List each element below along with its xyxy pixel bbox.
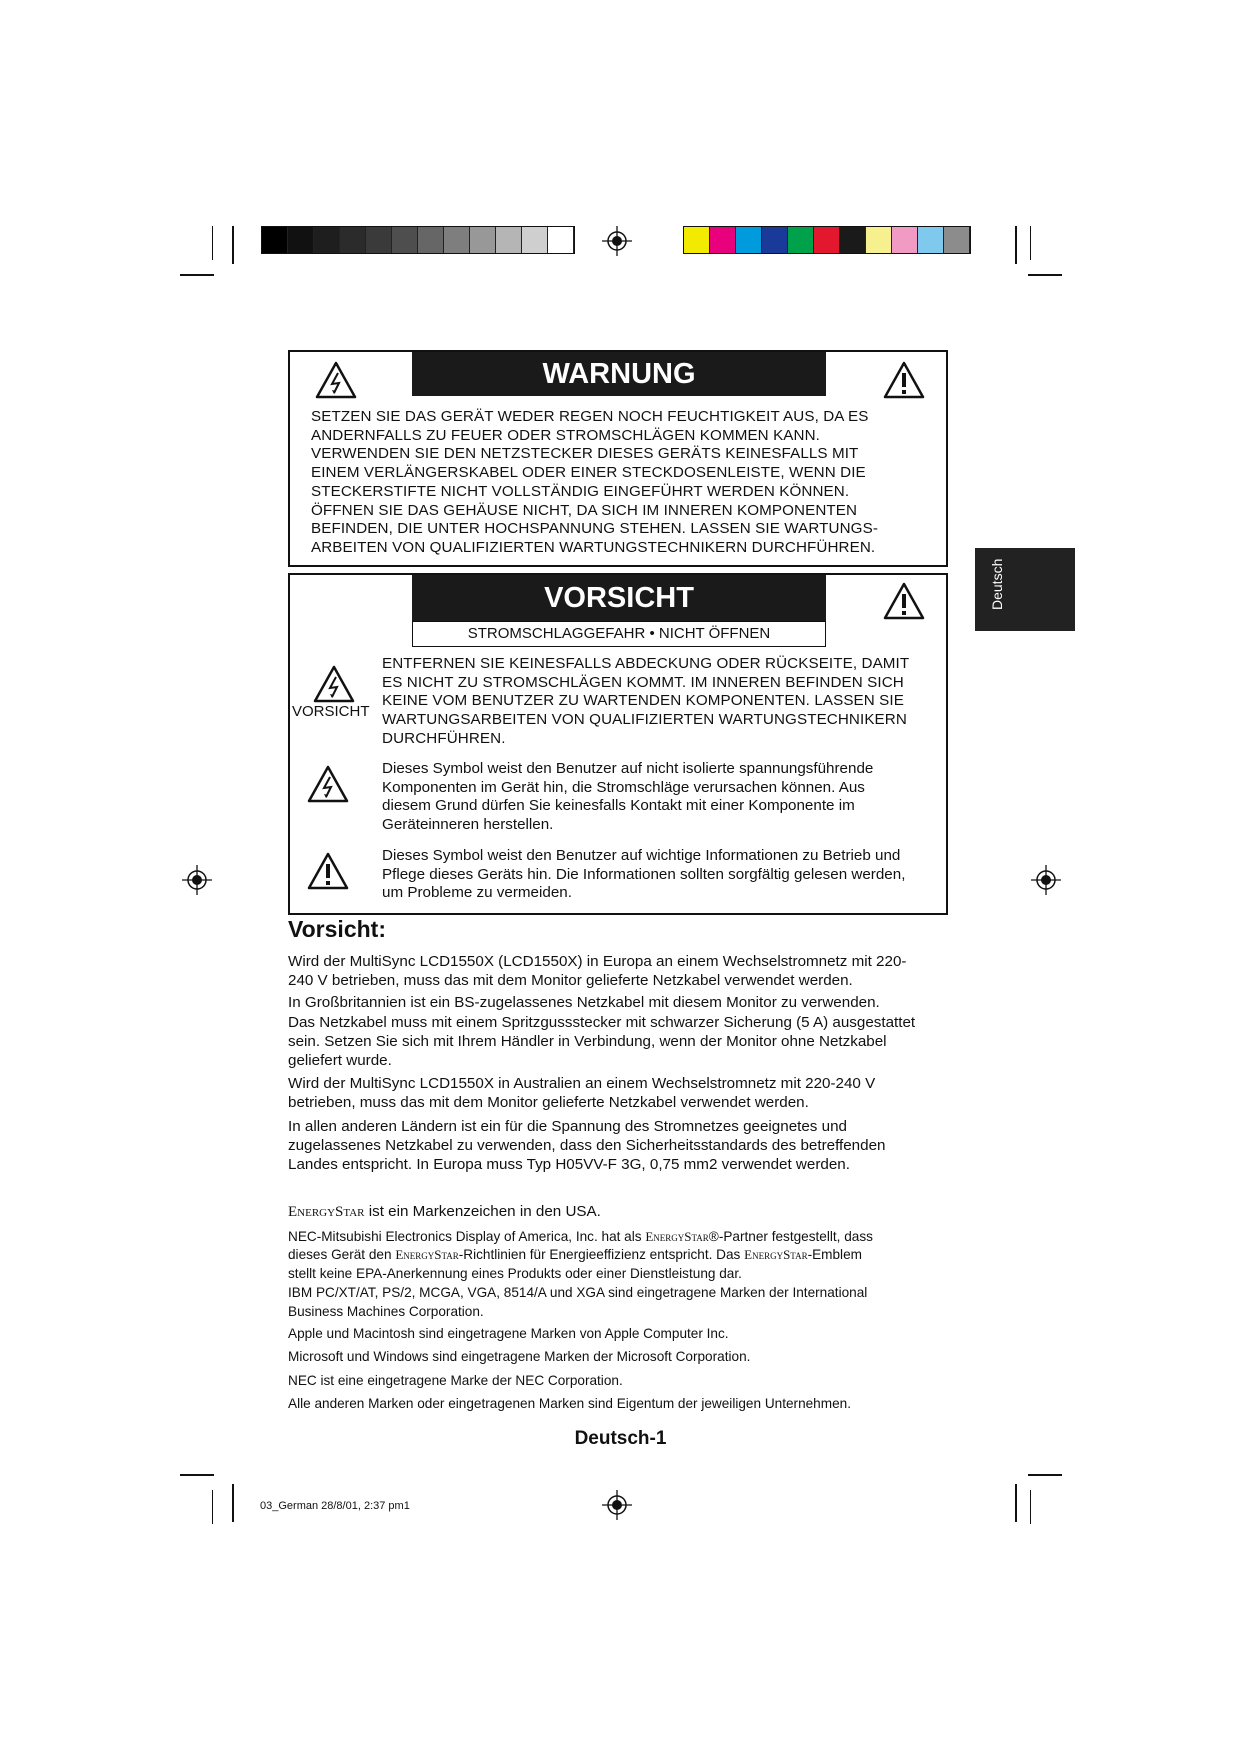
exclamation-warning-icon — [882, 581, 926, 621]
page-number: Deutsch-1 — [574, 1428, 667, 1449]
crop-mark — [1028, 274, 1062, 276]
crop-mark — [232, 1484, 234, 1522]
paragraph: Wird der MultiSync LCD1550X in Australien an einem Wechselstromnetz mit 220-240 V betrieben, muss das mit dem Monitor gelieferte Netzkabel verwendet werden. — [288, 1075, 876, 1112]
color-swatch — [684, 227, 710, 253]
crop-mark — [212, 1490, 213, 1524]
color-swatch — [522, 227, 548, 253]
color-swatch — [736, 227, 762, 253]
paragraph: Microsoft und Windows sind eingetragene Marken der Microsoft Corporation. — [288, 1349, 751, 1365]
caution-title-bar — [412, 575, 826, 621]
energy-star-line: EnergyStar ist ein Markenzeichen in den USA. — [288, 1203, 601, 1220]
caution-subtitle-box — [412, 621, 826, 647]
grayscale-calibration-bar — [261, 226, 575, 254]
color-swatch — [418, 227, 444, 253]
crop-mark — [1028, 1474, 1062, 1476]
exclamation-warning-icon — [882, 360, 926, 400]
caution-box — [288, 573, 948, 915]
paragraph: Apple und Macintosh sind eingetragene Marken von Apple Computer Inc. — [288, 1326, 729, 1342]
color-swatch — [866, 227, 892, 253]
color-swatch — [762, 227, 788, 253]
crop-mark — [1030, 1490, 1031, 1524]
color-swatch — [470, 227, 496, 253]
paragraph: NEC-Mitsubishi Electronics Display of America, Inc. hat als EnergyStar®-Partner festgestellt, dass dieses Gerät den EnergyStar-Richtlinien für Energieeffizienz entspricht. Das EnergyStar-Emblem stellt keine EPA-Anerkennung eines Produkts oder einer Dienstleistung dar. — [288, 1229, 873, 1281]
color-swatch — [392, 227, 418, 253]
paragraph: NEC ist eine eingetragene Marke der NEC Corporation. — [288, 1372, 623, 1388]
color-swatch — [314, 227, 340, 253]
crop-mark — [180, 274, 214, 276]
lightning-warning-icon — [306, 764, 350, 804]
trademark-notes — [288, 1228, 873, 1414]
color-swatch — [548, 227, 574, 253]
registration-mark-icon — [1031, 865, 1061, 895]
color-swatch — [710, 227, 736, 253]
paragraph: IBM PC/XT/AT, PS/2, MCGA, VGA, 8514/A und XGA sind eingetragene Marken der International Business Machines Corporation. — [288, 1285, 868, 1319]
crop-mark — [1030, 226, 1031, 260]
caution-text: ENTFERNEN SIE KEINESFALLS ABDECKUNG ODER RÜCKSEITE, DAMIT ES NICHT ZU STROMSCHLÄGEN KOMMT. IM INNEREN BEFINDEN SICH KEINE VOM BENUTZER ZU WARTENDEN KOMPONENTEN. LASSEN SIE WARTUNGSARBEITEN VON QUALIFIZIERTEN WARTUNGSTECHNIKERN DURCHFÜHREN. — [382, 655, 910, 747]
color-calibration-bar — [683, 226, 971, 254]
registration-mark-icon — [182, 865, 212, 895]
exclamation-symbol-description: Dieses Symbol weist den Benutzer auf wichtige Informationen zu Betrieb und Pflege dieses Geräts hin. Die Informationen sollten sorgfältig gelesen werden, um Probleme zu vermeiden. — [382, 847, 906, 901]
lightning-warning-icon — [312, 664, 356, 704]
caution-title: VORSICHT — [544, 582, 694, 614]
color-swatch — [444, 227, 470, 253]
color-swatch — [840, 227, 866, 253]
crop-mark — [1015, 226, 1017, 264]
color-swatch — [496, 227, 522, 253]
footer-slug: 03_German 28/8/01, 2:37 pm1 — [260, 1500, 410, 1512]
crop-mark — [212, 226, 213, 260]
color-swatch — [892, 227, 918, 253]
crop-mark — [232, 226, 234, 264]
caution-paragraphs — [288, 952, 915, 1174]
color-swatch — [788, 227, 814, 253]
crop-mark — [1015, 1484, 1017, 1522]
crop-mark — [180, 1474, 214, 1476]
warning-text: SETZEN SIE DAS GERÄT WEDER REGEN NOCH FEUCHTIGKEIT AUS, DA ES ANDERNFALLS ZU FEUER ODER STROMSCHLÄGEN KOMMEN KANN. VERWENDEN SIE DEN NETZSTECKER DIESES GERÄTS KEINESFALLS MIT EINEM VERLÄNGERSKABEL ODER EINER STECKDOSENLEISTE, WENN DIE STECKERSTIFTE NICHT VOLLSTÄNDIG EINGEFÜHRT WERDEN KÖNNEN. ÖFFNEN SIE DAS GEHÄUSE NICHT, DA SICH IM INNEREN KOMPONENTEN BEFINDEN, DIE UNTER HOCHSPANNUNG STEHEN. LASSEN SIE WARTUNGS- ARBEITEN VON QUALIFIZIERTEN WARTUNGSTECHNIKERN DURCHFÜHREN. — [311, 408, 878, 556]
section-heading: Vorsicht: — [288, 916, 386, 942]
warning-title-bar — [412, 352, 826, 396]
paragraph: Alle anderen Marken oder eingetragenen Marken sind Eigentum der jeweiligen Unternehmen. — [288, 1396, 851, 1412]
lightning-symbol-description: Dieses Symbol weist den Benutzer auf nicht isolierte spannungsführende Komponenten im Gerät hin, die Stromschläge verursachen können. Aus diesem Grund dürfen Sie keinesfalls Kontakt mit einer Komponente im Geräteinneren herstellen. — [382, 760, 874, 833]
lightning-warning-icon — [314, 360, 358, 400]
color-swatch — [340, 227, 366, 253]
paragraph: In Großbritannien ist ein BS-zugelassenes Netzkabel mit diesem Monitor zu verwenden. Das Netzkabel muss mit einem Spritzgussstecker mit schwarzer Sicherung (5 A) ausgestattet sein. Setzen Sie sich mit Ihrem Händler in Verbindung, wenn der Monitor ohne Netzkabel geliefert wurde. — [288, 994, 916, 1070]
color-swatch — [918, 227, 944, 253]
paragraph: In allen anderen Ländern ist ein für die Spannung des Stromnetzes geeignetes und zugelassenes Netzkabel zu verwenden, dass den Sicherheitsstandards des betreffenden Landes entspricht. In Europa muss Typ H05VV-F 3G, 0,75 mm2 verwendet werden. — [288, 1117, 886, 1174]
caution-symbol-label: VORSICHT — [292, 703, 370, 720]
color-swatch — [366, 227, 392, 253]
caution-subtitle: STROMSCHLAGGEFAHR • NICHT ÖFFNEN — [467, 625, 771, 642]
registration-mark-icon — [602, 226, 632, 256]
color-swatch — [814, 227, 840, 253]
exclamation-warning-icon — [306, 851, 350, 891]
color-swatch — [944, 227, 970, 253]
color-swatch — [262, 227, 288, 253]
side-tab-label: Deutsch — [989, 558, 1005, 610]
color-swatch — [288, 227, 314, 253]
warning-box — [288, 350, 948, 567]
registration-mark-icon — [602, 1490, 632, 1520]
paragraph: Wird der MultiSync LCD1550X (LCD1550X) in Europa an einem Wechselstromnetz mit 220- 240 V betrieben, muss das mit dem Monitor gelieferte Netzkabel verwendet werden. — [288, 953, 907, 990]
warning-title: WARNUNG — [542, 358, 696, 390]
language-side-tab — [975, 548, 1075, 631]
